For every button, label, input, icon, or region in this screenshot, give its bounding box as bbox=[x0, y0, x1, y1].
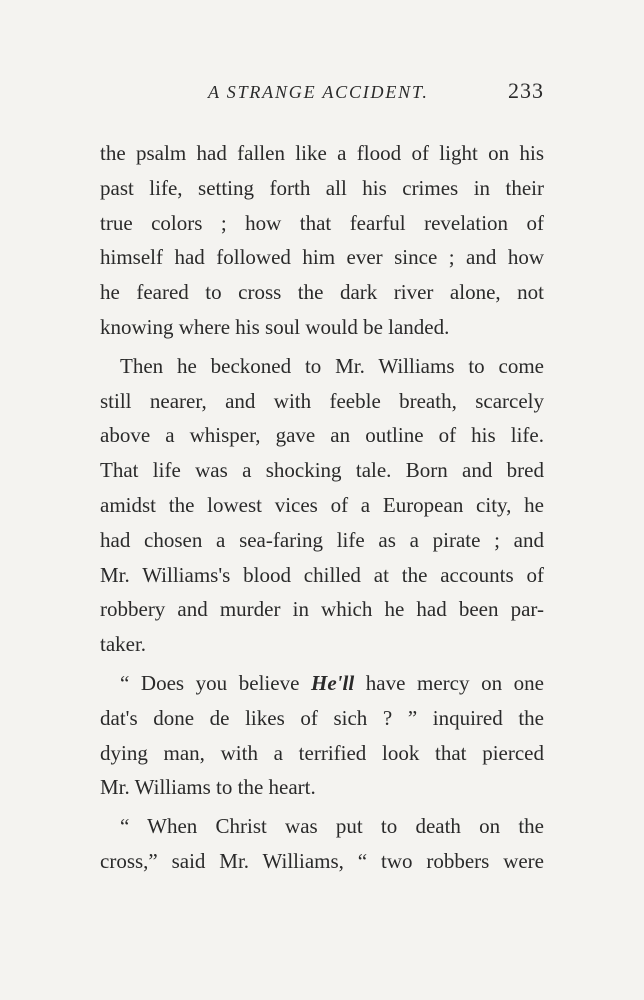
text-line: himself had followed him ever since ; and how bbox=[100, 245, 544, 270]
running-head: A STRANGE ACCIDENT. bbox=[208, 82, 429, 102]
text-line: dying man, with a terrified look that pierced bbox=[100, 740, 544, 765]
text-line bbox=[100, 666, 544, 701]
text-line: true colors ; how that fearful revelation of bbox=[100, 210, 544, 235]
text-run: have mercy on one bbox=[354, 670, 544, 695]
paragraph bbox=[100, 136, 544, 345]
body-text bbox=[100, 136, 544, 879]
text-line: Then he beckoned to Mr. Williams to come bbox=[120, 353, 544, 378]
paragraph bbox=[100, 666, 544, 805]
text-line: dat's done de likes of sich ? ” inquired the bbox=[100, 705, 544, 730]
text-line: the psalm had fallen like a flood of light on his bbox=[100, 141, 544, 165]
page-number: 233 bbox=[508, 78, 544, 103]
text-line: robbery and murder in which he had been par- bbox=[100, 597, 544, 622]
text-line: he feared to cross the dark river alone, not bbox=[100, 280, 544, 305]
text-line: amidst the lowest vices of a European city, he bbox=[100, 492, 544, 517]
text-line: That life was a shocking tale. Born and bred bbox=[100, 458, 544, 483]
text-line: Mr. Williams to the heart. bbox=[100, 775, 316, 800]
text-line: cross,” said Mr. Williams, “ two robbers were bbox=[100, 848, 544, 873]
text-line: still nearer, and with feeble breath, scarcely bbox=[100, 388, 544, 413]
emphasized-word: He'll bbox=[311, 670, 355, 695]
paragraph bbox=[100, 349, 544, 662]
text-line: had chosen a sea-faring life as a pirate ; and bbox=[100, 527, 544, 552]
text-line: “ When Christ was put to death on the bbox=[120, 814, 544, 839]
text-line: knowing where his soul would be landed. bbox=[100, 314, 450, 339]
text-run: “ Does you believe bbox=[120, 670, 311, 695]
text-line: taker. bbox=[100, 632, 147, 657]
page-header bbox=[100, 78, 544, 108]
paragraph bbox=[100, 809, 544, 879]
text-line: Mr. Williams's blood chilled at the accounts of bbox=[100, 562, 544, 587]
text-line: above a whisper, gave an outline of his life. bbox=[100, 423, 544, 448]
text-line: past life, setting forth all his crimes in their bbox=[100, 175, 544, 200]
